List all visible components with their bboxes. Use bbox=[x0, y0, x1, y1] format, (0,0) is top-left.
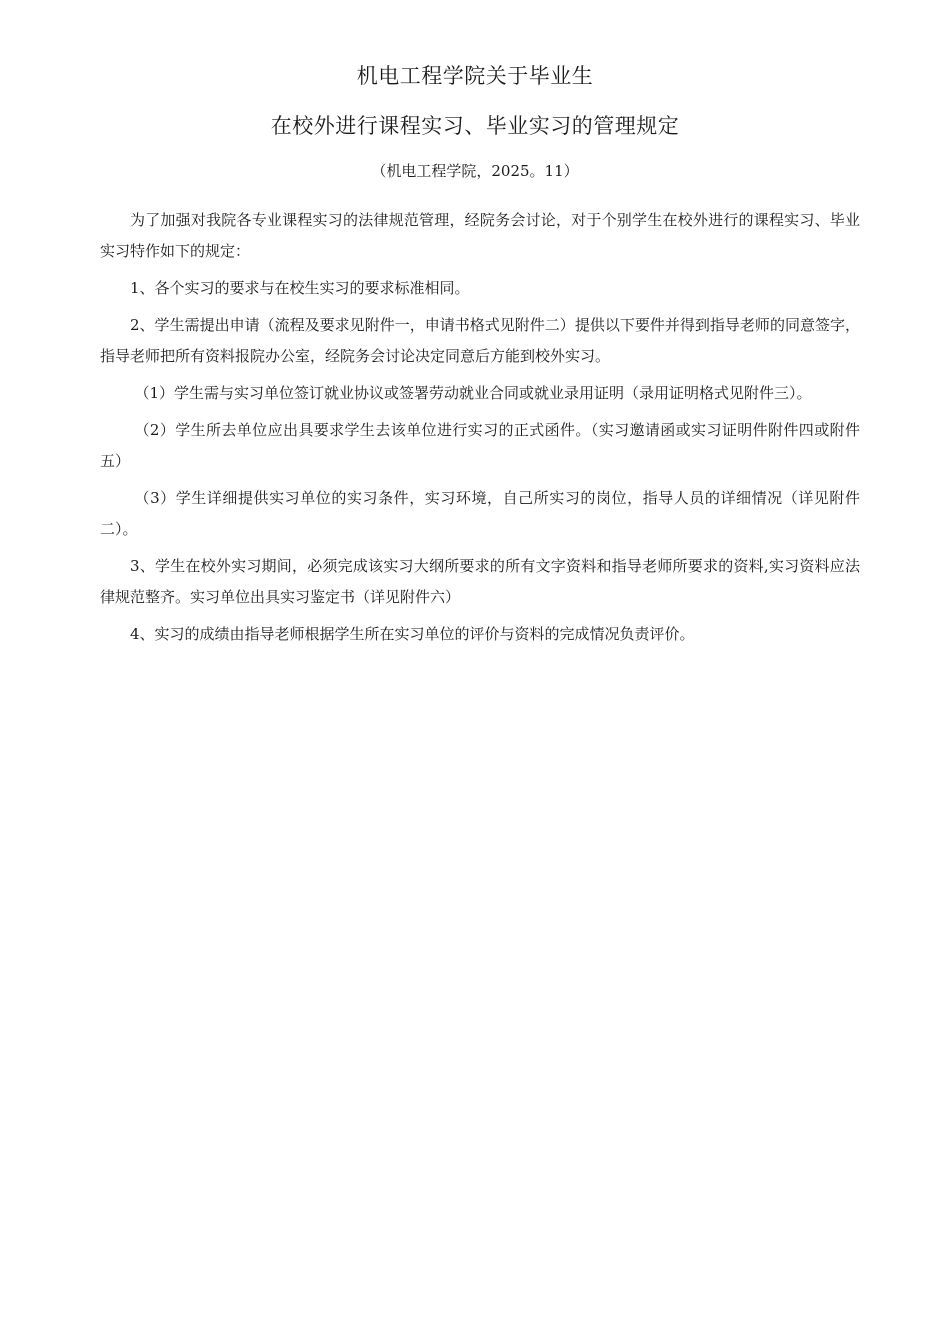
intro-paragraph: 为了加强对我院各专业课程实习的法律规范管理，经院务会讨论，对于个别学生在校外进行的课程实习、毕业实习特作如下的规定： bbox=[100, 211, 860, 260]
rule-2-paragraph: 2、学生需提出申请（流程及要求见附件一，申请书格式见附件二）提供以下要件并得到指导老师的同意签字，指导老师把所有资料报院办公室，经院务会讨论决定同意后方能到校外实习。 bbox=[100, 316, 860, 365]
rule-1-paragraph: 1、各个实习的要求与在校生实习的要求标准相同。 bbox=[130, 279, 470, 297]
document-subtitle: （机电工程学院，2025。11） bbox=[371, 162, 579, 180]
rule-2-item-1: （1）学生需与实习单位签订就业协议或签署劳动就业合同或就业录用证明（录用证明格式见附件三）。 bbox=[134, 384, 812, 402]
document-title-line-2: 在校外进行课程实习、毕业实习的管理规定 bbox=[270, 114, 680, 138]
document-title-line-1: 机电工程学院关于毕业生 bbox=[356, 64, 594, 88]
rule-3-paragraph: 3、学生在校外实习期间，必须完成该实习大纲所要求的所有文字资料和指导老师所要求的资料,实习资料应法律规范整齐。实习单位出具实习鉴定书（详见附件六） bbox=[100, 557, 860, 606]
rule-2-item-3: （3）学生详细提供实习单位的实习条件，实习环境，自己所实习的岗位，指导人员的详细情况（详见附件二）。 bbox=[100, 489, 860, 538]
rule-2-item-2: （2）学生所去单位应出具要求学生去该单位进行实习的正式函件。（实习邀请函或实习证明件附件四或附件五） bbox=[100, 421, 860, 470]
document-body bbox=[100, 205, 860, 650]
rule-4-paragraph: 4、实习的成绩由指导老师根据学生所在实习单位的评价与资料的完成情况负责评价。 bbox=[130, 625, 695, 643]
